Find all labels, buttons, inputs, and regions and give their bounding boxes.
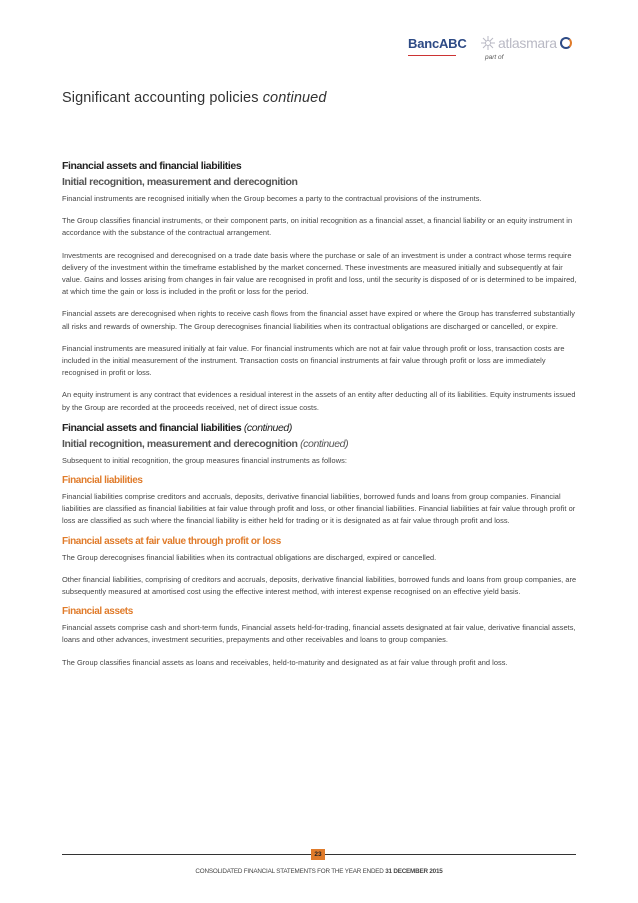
heading-initial-recognition-continued [62,438,582,450]
heading-financial-assets-fvtpl: Financial assets at fair value through profit or loss [62,535,281,547]
heading-financial-liabilities: Financial liabilities [62,475,143,487]
paragraph: Financial assets are derecognised when rights to receive cash flows from the financial asset have expired or where the Group has transferred substantially all risks and rewards of ownership. The Group derecognises financial liabilities when its contractual obligations are discharged or cancelled, or expire. [62,309,575,331]
logo-ring-icon [560,37,572,49]
paragraph: Subsequent to initial recognition, the group measures financial instruments as follows: [62,455,347,465]
paragraph: Financial assets comprise cash and short-term funds, Financial assets held-for-trading, financial assets designated at fair value, derivative financial assets, loans and other advances, investment securities, prepayments and other receivables and loans to group companies. [62,623,576,645]
paragraph: The Group classifies financial instruments, or their component parts, on initial recognition as a financial asset, a financial liability or an equity instrument in accordance with the substance of the contractual arrangement. [62,216,573,238]
heading-text: Financial assets and financial liabilities [62,421,242,434]
heading-continued: (continued) [243,421,292,434]
heading-initial-recognition: Initial recognition, measurement and derecognition [62,176,298,188]
page-title [62,90,327,106]
paragraph: The Group classifies financial assets as loans and receivables, held-to-maturity and designated as at fair value through profit and loss. [62,657,508,667]
paragraph: Financial liabilities comprise creditors and accruals, deposits, derivative financial liabilities, borrowed funds and loans from group companies. Financial liabilities are classified as financial liabilities at fair value through profit and loss, or other financial liabilities. Financial liabilities at fair value through profit or loss are classified as such where the financial liability is either held for trading or it is designated as at fair value through profit and loss. [62,492,576,526]
heading-financial-assets-liabilities-continued [62,422,582,434]
paragraph: Other financial liabilities, comprising of creditors and accruals, deposits, derivative financial liabilities, borrowed funds and loans from group companies, are subsequently measured at amortised cost using the effective interest method, with interest expense recognised on an effective yield basis. [62,574,577,597]
paragraph: The Group derecognises financial liabilities when its contractual obligations are discharged, expired or cancelled. [62,552,437,562]
heading-financial-assets-liabilities: Financial assets and financial liabilities [62,160,242,172]
paragraph: Investments are recognised and derecognised on a trade date basis where the purchase or sale of an investment is under a contract whose terms require delivery of the investment within the timeframe established by the market concerned. These investments are measured initially and subsequently at fair value. Gains and losses arising from changes in fair value are recognised in profit and loss, until the security is disposed of or is determined to be impaired, at which time the gain or loss is included in the profit or loss for the period. [62,250,577,297]
page-title-main: Significant accounting policies [62,90,259,106]
heading-continued: (continued) [300,437,349,450]
page-title-continued: continued [262,90,327,106]
page-number: 23 [311,849,325,860]
bancabc-atlasmara-logo [408,34,578,64]
document-body [62,160,582,679]
atlasmara-flower-icon [479,35,497,51]
paragraph: An equity instrument is any contract that evidences a residual interest in the assets of an entity after deducting all of its liabilities. Equity instruments issued by the Group are recorded at the proceeds received, net of direct issue costs. [62,390,576,412]
heading-financial-assets: Financial assets [62,606,133,618]
paragraph: Financial instruments are recognised initially when the Group becomes a party to the contractual provisions of the instruments. [62,194,482,203]
logo-bancabc-text: BancABC [408,36,467,51]
heading-text: Initial recognition, measurement and derecognition [62,437,298,450]
logo-atlasmara-text: atlasmara [498,35,557,51]
logo-part-of: part of [485,54,504,61]
footer-caption-date: 31 DECEMBER 2015 [385,868,443,875]
logo-underline [408,55,456,56]
footer-caption [0,868,638,875]
paragraph: Financial instruments are measured initially at fair value. For financial instruments which are not at fair value through profit or loss, transaction costs are included in the initial measurement of the instrument. Transaction costs on financial instruments at fair value through profit or loss are immediately recognised in profit or loss. [62,343,565,378]
footer-caption-main: CONSOLIDATED FINANCIAL STATEMENTS FOR THE YEAR ENDED [195,868,384,875]
